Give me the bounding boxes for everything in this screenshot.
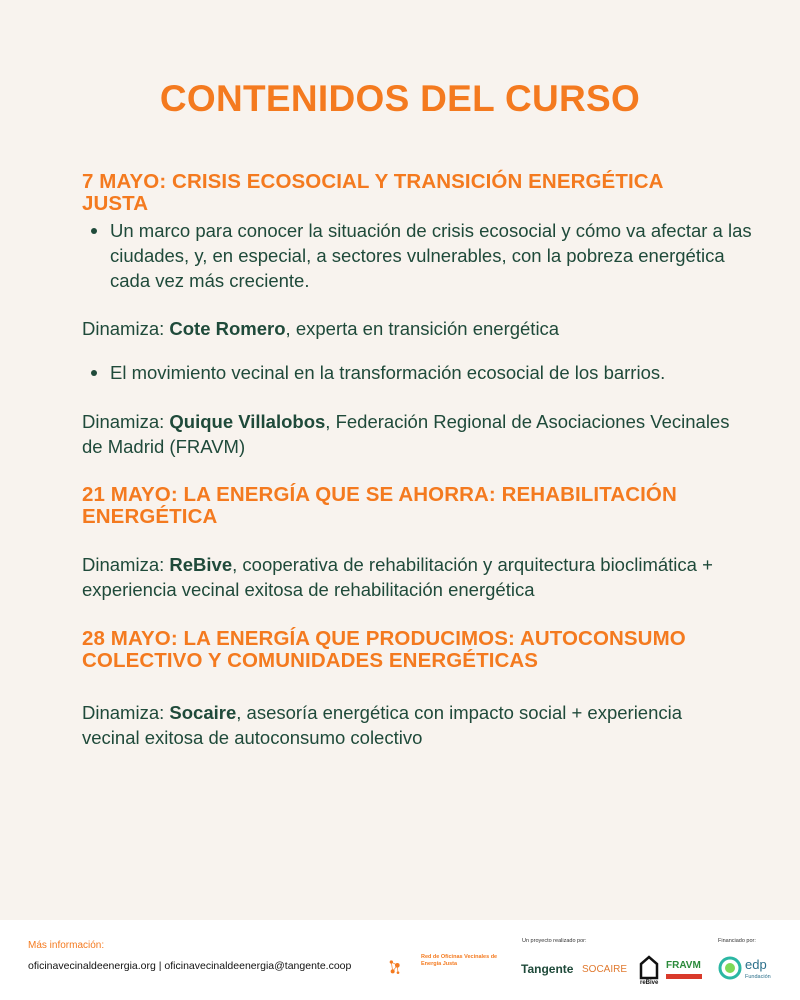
bullet-list	[82, 360, 760, 385]
facilitator-line	[82, 409, 732, 459]
facilitator-prefix: Dinamiza:	[82, 702, 170, 723]
list-item: Un marco para conocer la situación de crisis ecosocial y cómo va afectar a las ciudades, y, en especial, a sectores vulnerables, con la pobreza energética cada vez más creciente.	[110, 218, 760, 293]
facilitator-line	[82, 700, 732, 750]
facilitator-desc: , experta en transición energética	[285, 318, 560, 339]
footer	[0, 920, 800, 1000]
fravm-logo: FRAVM	[666, 960, 701, 971]
facilitator-prefix: Dinamiza:	[82, 318, 170, 339]
facilitator-line	[82, 552, 732, 602]
rebive-house-icon	[638, 954, 660, 980]
tangente-logo: Tangente	[521, 962, 574, 976]
section-heading-21-mayo: 21 MAYO: LA ENERGÍA QUE SE AHORRA: REHABILITACIÓN ENERGÉTICA	[82, 483, 677, 528]
section-heading-7-mayo: 7 MAYO: CRISIS ECOSOCIAL Y TRANSICIÓN ENERGÉTICA JUSTA	[82, 170, 663, 215]
facilitator-prefix: Dinamiza:	[82, 411, 170, 432]
facilitator-name: Cote Romero	[169, 318, 286, 339]
page-title: CONTENIDOS DEL CURSO	[159, 78, 641, 119]
facilitator-line	[82, 316, 732, 341]
facilitator-prefix: Dinamiza:	[82, 554, 170, 575]
network-name: Red de Oficinas Vecinales de Energía Justa	[421, 954, 498, 967]
fravm-stripe	[666, 974, 702, 979]
socaire-logo: SOCAIRE	[582, 964, 628, 975]
edp-logo-icon	[718, 956, 742, 980]
facilitator-desc: , cooperativa de rehabilitación y arquitectura bioclimática + experiencia vecinal exitosa de rehabilitación energética	[82, 554, 713, 600]
funded-by-label: Financiado por:	[718, 938, 756, 944]
facilitator-name: Socaire	[169, 702, 237, 723]
bullet-list	[82, 218, 760, 293]
rebive-logo: reBive	[640, 980, 659, 986]
facilitator-name: Quique Villalobos	[169, 411, 326, 432]
contact-links[interactable]: oficinavecinaldeenergia.org | oficinavecinaldeenergia@tangente.coop	[28, 960, 352, 972]
facilitator-desc: , asesoría energética con impacto social + experiencia vecinal exitosa de autoconsumo colectivo	[82, 702, 683, 748]
facilitator-desc: , Federación Regional de Asociaciones Vecinales de Madrid (FRAVM)	[82, 411, 730, 457]
section-heading-28-mayo: 28 MAYO: LA ENERGÍA QUE PRODUCIMOS: AUTOCONSUMO COLECTIVO Y COMUNIDADES ENERGÉTICAS	[82, 627, 686, 672]
facilitator-name: ReBive	[169, 554, 233, 575]
edp-sub-label: Fundación	[745, 974, 771, 980]
more-info-label: Más información:	[28, 940, 105, 951]
edp-logo: edp	[745, 957, 767, 972]
project-by-label: Un proyecto realizado por:	[522, 938, 587, 944]
list-item: El movimiento vecinal en la transformación ecosocial de los barrios.	[110, 360, 760, 385]
